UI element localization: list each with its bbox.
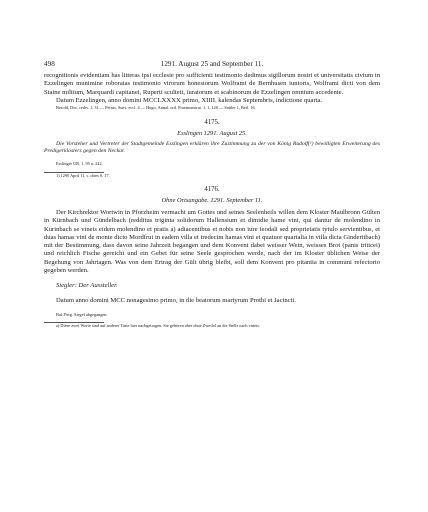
document-text: Der Kirchrektor Wortwin in Pforzheim vermacht um Gottes und seines Seelenheils willen dem Kloster Maulbronn Gülten in Kürnbach und Gündelbach (redditus triginta solidorum Hallensium et dimidie hame vini, qui dantur de molendino in Kurinbach se vineis eidem molendino et pratis a) adiacentibus et nobis non iure feodali sed proprietatis tytulo servientibus, et duas hamas vini de monte dicto Mordfrut in eadem villa et tredecim hamas vini et quatuor quartalia in villa dicta Ginderitbach) mit der Bestimmung, dass davon seine Jahrzeit begangen und dem Konvent dabei weisser Wein, weisses Brot (panis triticei) und reichlich Fische gereicht und ein Gebet für seine Seele gesprochen werde, nach der im Kloster üblichen Weise der Begehung von Jahrtagen. Was von dem Ertrag der Gült übrig bleibt, soll dem Konvent pro pitantia in communi refectorio gegeben werden.: [44, 208, 380, 274]
document-number: 4176.: [204, 185, 220, 193]
place-date: Esslingen 1291. August 25.: [177, 129, 247, 137]
document-source: Esslinger UB. 1, 95 n. 242.: [56, 161, 103, 167]
continuation-text: recognitionis evidentiam has litteras ipsi ecclesie pro sufficienti testimonio dedimus sigillorum nostri et universitatis civium in Ezzelingen munimine roboratas testimonio virorum honestorum Wolframi de Bernhusen iunioris, Wolframi dicti von dem Staine militum, Marquardi capitanei, Ruperti sculteti, iuratorum et scabinorum de Ezzelingen omnium accedente.: [44, 72, 380, 96]
continuation-source: Besold, Doc. rediv. 1, 31 — Petrus, Suev. eccl. 4 — Hugo, Annal. ord. Praemonstrat. 1, 1, 120 — Sattler 1, Beil. 16.: [56, 105, 256, 111]
document-4175: [44, 119, 380, 178]
document-4176: [44, 186, 380, 329]
continuation-section: [44, 72, 380, 111]
page-number: 498: [44, 60, 55, 68]
footnote: a) Diese zwei Worte sind auf anderer Tinte hier nachgetragen. Sie gehören aber ohne Zweifel an die Stelle nach vineis.: [56, 323, 260, 329]
footnote: 1) 1290 April 11, s. oben S. 17.: [56, 172, 110, 178]
page-header: [44, 60, 380, 69]
sealer: Siegler: Der Aussteller.: [56, 281, 118, 289]
document-summary: Die Vorsteher und Vertreter der Stadtgemeinde Esslingen erklären ihre Zustimmung zu der von König Rudolf(¹) bewilligten Erweiterung des Predigerklosters gegen den Neckar.: [44, 140, 380, 154]
continuation-datum: Datum Ezzelingen, anno domini MCCLXXXX primo, XIIII. kalendas Septembris, indictione quarta.: [56, 96, 323, 104]
document-page: [44, 60, 380, 328]
place-date: Ohne Ortsangabe. 1291. September 11.: [161, 196, 263, 204]
document-datum: Datum anno domini MCC nonagesimo primo, in die beatorum martyrum Prothi et Jacincti.: [56, 296, 296, 304]
running-title: 1291. August 25 and September 11.: [160, 60, 264, 68]
document-number: 4175.: [204, 118, 220, 126]
document-source: Bal. Perg. Siegel abgegangen.: [56, 311, 108, 317]
